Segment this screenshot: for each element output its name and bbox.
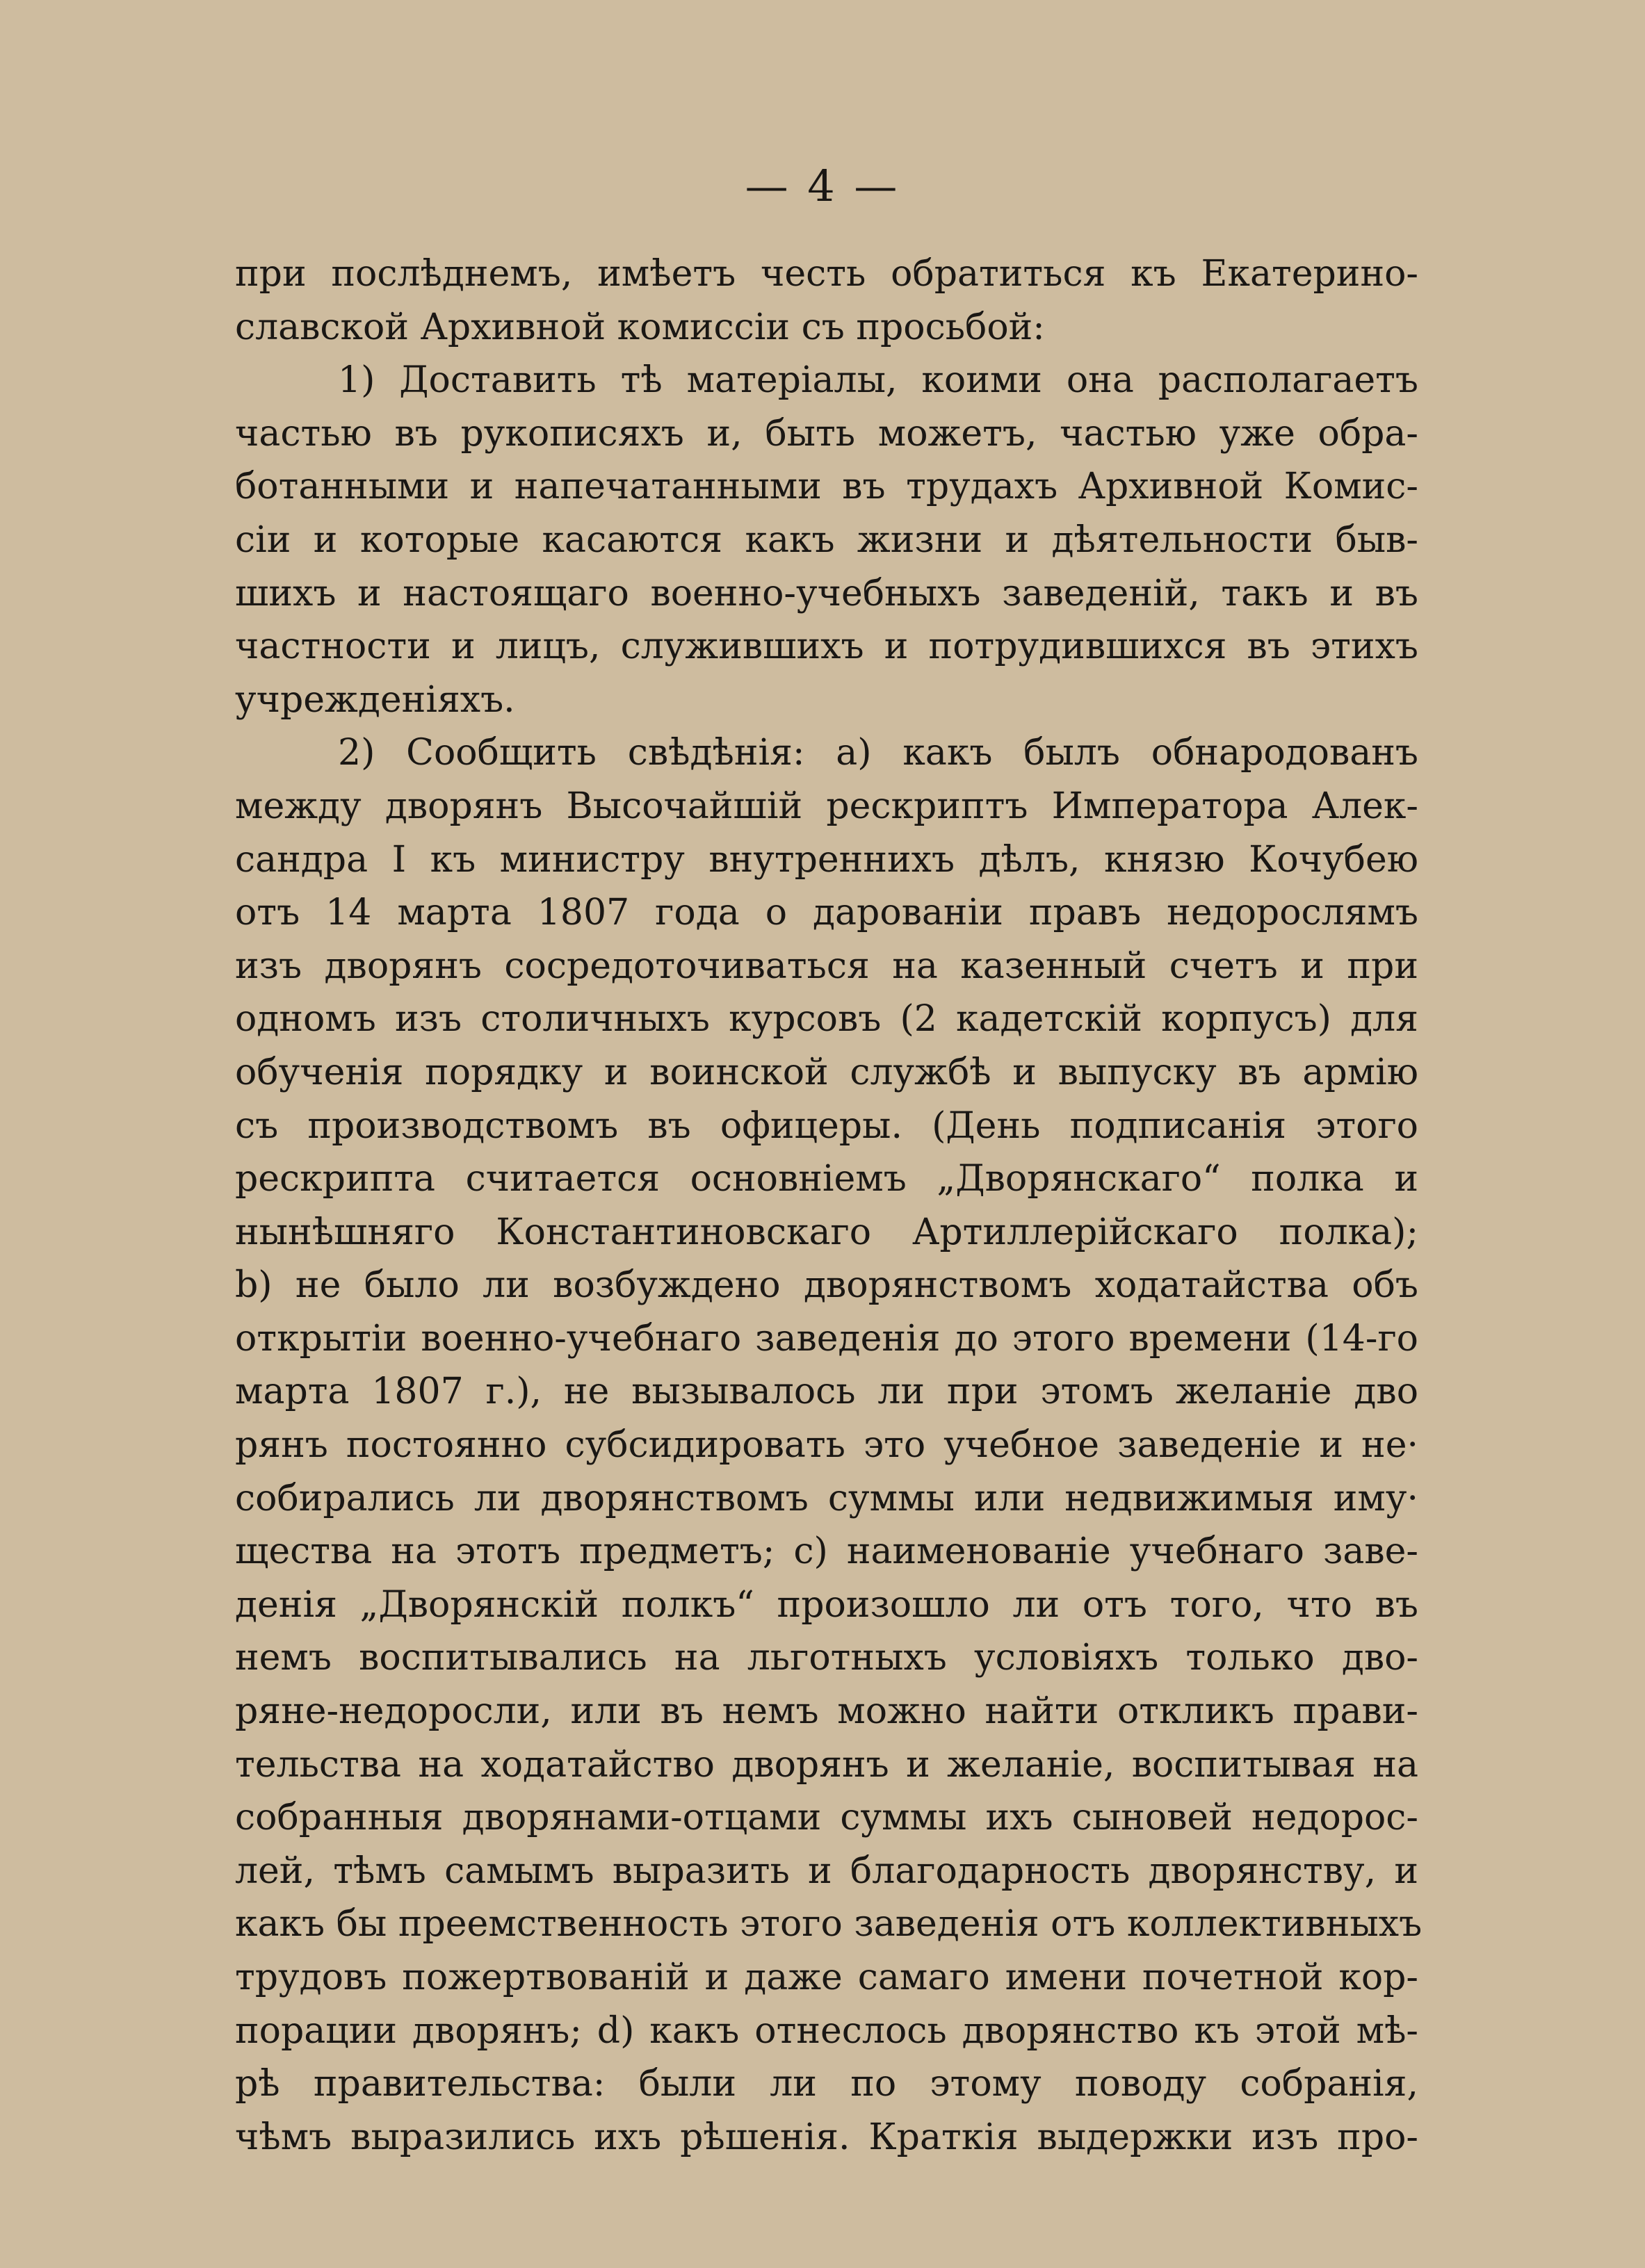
text-line: щества на этотъ предметъ; с) наименованіе учебнаго заве- <box>235 1531 1418 1573</box>
text-line: изъ дворянъ сосредоточиваться на казенный счетъ и при <box>235 945 1418 987</box>
paragraph-1-first-line: 1) Доставить тѣ матеріалы, коими она располагаетъ <box>338 359 1418 402</box>
paragraph-2-first-line: 2) Сообщить свѣдѣнія: а) какъ былъ обнародованъ <box>338 732 1418 774</box>
text-line: рянъ постоянно субсидировать это учебное заведеніе и не· <box>235 1424 1418 1467</box>
text-line: одномъ изъ столичныхъ курсовъ (2 кадетскій корпусъ) для <box>235 998 1418 1041</box>
text-line: денія „Дворянскій полкъ“ произошло ли отъ того, что въ <box>235 1583 1418 1626</box>
text-line: какъ бы преемственность этого заведенія отъ коллективныхъ <box>235 1903 1423 1945</box>
text-line: сандра I къ министру внутреннихъ дѣлъ, князю Кочубею <box>235 838 1418 881</box>
text-line: ботанными и напечатанными въ трудахъ Архивной Комис- <box>235 466 1418 508</box>
text-line: учрежденіяхъ. <box>235 678 515 721</box>
body-text <box>235 247 1423 2164</box>
text-line: шихъ и настоящаго военно-учебныхъ заведеній, такъ и въ <box>235 572 1418 614</box>
text-line: марта 1807 г.), не вызывалось ли при этомъ желаніе дво <box>235 1371 1418 1413</box>
text-line: чѣмъ выразились ихъ рѣшенія. Краткія выдержки изъ про- <box>235 2116 1418 2158</box>
text-line: рескрипта считается основніемъ „Дворянскаго“ полка и <box>235 1158 1418 1200</box>
text-line: нынѣшняго Константиновскаго Артиллерійскаго полка); <box>235 1211 1418 1253</box>
text-line: ряне-недоросли, или въ немъ можно найти откликъ прави- <box>235 1690 1418 1733</box>
text-line: тельства на ходатайство дворянъ и желаніе, воспитывая на <box>235 1743 1418 1786</box>
text-line: открытіи военно-учебнаго заведенія до этого времени (14-го <box>235 1317 1418 1360</box>
text-line: частью въ рукописяхъ и, быть можетъ, частью уже обра- <box>235 412 1418 455</box>
text-line: отъ 14 марта 1807 года о дарованіи правъ недорослямъ <box>235 892 1418 934</box>
text-line: при послѣднемъ, имѣетъ честь обратиться къ Екатерино- <box>235 253 1418 295</box>
text-line: обученія порядку и воинской службѣ и выпуску въ армію <box>235 1051 1418 1093</box>
text-line: порации дворянъ; d) какъ отнеслось дворянство къ этой мѣ- <box>235 2009 1418 2052</box>
text-line: славской Архивной комиссіи съ просьбой: <box>235 306 1045 348</box>
text-line: немъ воспитывались на льготныхъ условіяхъ только дво- <box>235 1637 1418 1679</box>
text-line: лей, тѣмъ самымъ выразить и благодарность дворянству, и <box>235 1850 1418 1892</box>
text-line: частности и лицъ, служившихъ и потрудившихся въ этихъ <box>235 626 1418 668</box>
text-line: b) не было ли возбуждено дворянствомъ ходатайства объ <box>235 1264 1418 1307</box>
page-number: — 4 — <box>745 161 900 211</box>
text-line: между дворянъ Высочайшій рескриптъ Императора Алек- <box>235 785 1418 827</box>
text-line: сіи и которые касаются какъ жизни и дѣятельности быв- <box>235 519 1418 561</box>
text-line: собранныя дворянами-отцами суммы ихъ сыновей недорос- <box>235 1797 1418 1839</box>
text-line: съ производствомъ въ офицеры. (День подписанія этого <box>235 1104 1418 1147</box>
text-line: рѣ правительства: были ли по этому поводу собранія, <box>235 2063 1418 2105</box>
text-line: собирались ли дворянствомъ суммы или недвижимыя иму· <box>235 1477 1418 1519</box>
text-line: трудовъ пожертвованій и даже самаго имени почетной кор- <box>235 1957 1418 1998</box>
